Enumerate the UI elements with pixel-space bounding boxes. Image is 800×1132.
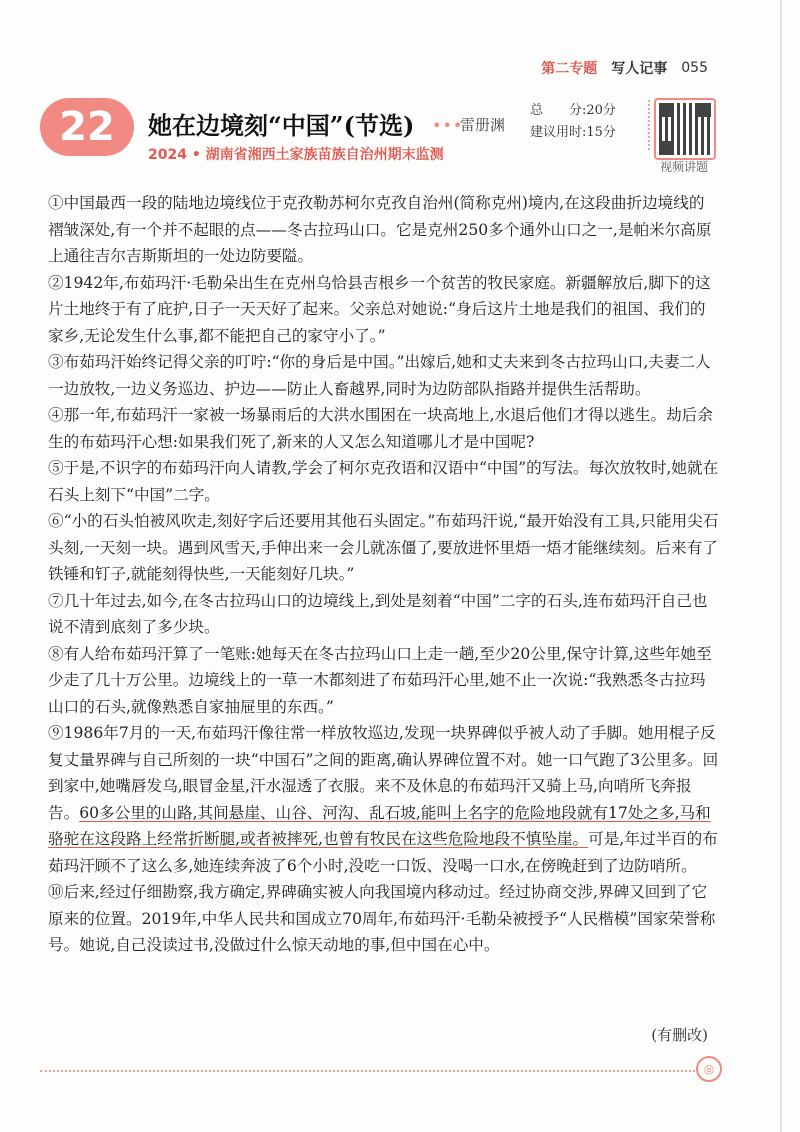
paragraph-3: ③布茹玛汗始终记得父亲的叮咛:“你的身后是中国。”出嫁后,她和丈夫来到冬古拉玛山口,夫妻二人一边放牧,一边义务巡边、护边——防止人畜越界,同时为边防部队指路并提供生活帮助。 (48, 353, 711, 398)
page-number: 055 (681, 60, 708, 76)
qr-code-icon[interactable] (654, 98, 716, 160)
section-label: 第二专题 (541, 61, 598, 77)
bottom-divider (40, 1070, 695, 1072)
paragraph-9-part-2: 可是,年过半百的布茹玛汗顾不了这么多,她连续奔波了6个小时,没吃一口饭、没喝一口水,在傍晚赶到了边防哨所。 (48, 830, 718, 875)
paragraph-8: ⑧有人给布茹玛汗算了一笔账:她每天在冬古拉玛山口上走一趟,至少20公里,保守计算,这些年她至少走了几十万公里。边境线上的一草一木都刻进了布茹玛汗心里,她不止一次说:“我熟悉冬古拉玛山口的石头,就像熟悉自家抽屉里的东西。” (48, 644, 712, 716)
source-note: (有删改) (651, 1026, 708, 1044)
seal-icon: ◎ (696, 1056, 722, 1082)
paragraph-9-part-1: ⑨1986年7月的一天,布茹玛汗像往常一样放牧巡边,发现一块界碑似乎被人动了手脚。她用棍子反复丈量界碑与自己所刻的一块“中国石”之间的距离,确认界碑位置不对。她一口气跑了3公里多。回到家中,她嘴唇发乌,眼冒金星,汗水湿透了衣服。来不及休息的布茹玛汗又骑上马,向哨所飞奔报告。 (48, 724, 719, 822)
paragraph-6: ⑥“小的石头怕被风吹走,刻好字后还要用其他石头固定。”布茹玛汗说,“最开始没有工具,只能用尖石头刻,一天刻一块。遇到风雪天,手伸出来一会儿就冻僵了,要放进怀里焐一焐才能继续刻。后来有了铁锤和钉子,就能刻得快些,一天能刻好几块。” (48, 512, 719, 583)
exam-source: 2024 • 湖南省湘西土家族苗族自治州期末监测 (148, 147, 444, 163)
lesson-number-badge: 22 (40, 98, 134, 156)
page-header (541, 58, 708, 78)
underlined-sentence: 60多公里的山路,其间悬崖、山谷、河沟、乱石坡,能叫上名字的危险地段就有17处之多,马和骆驼在这段路上经常折断腿,或者被摔死,也曾有牧民在这些危险地段不慎坠崖。 (48, 803, 711, 848)
lesson-banner (40, 96, 510, 164)
total-score: 总 分:20分 (530, 103, 616, 118)
paragraph-4: ④那一年,布茹玛汗一家被一场暴雨后的大洪水围困在一块高地上,水退后他们才得以逃生。劫后余生的布茹玛汗心想:如果我们死了,新来的人又怎么知道哪儿才是中国呢? (48, 406, 713, 451)
paragraph-9 (48, 720, 720, 879)
paragraph-10: ⑩后来,经过仔细勘察,我方确定,界碑确实被人向我国境内移动过。经过协商交涉,界碑又回到了它原来的位置。2019年,中华人民共和国成立70周年,布茹玛汗·毛勒朵被授予“人民楷模”国家荣誉称号。她说,自己没读过书,没做过什么惊天动地的事,但中国在心中。 (48, 883, 716, 954)
dots-decoration-icon: ••• (432, 116, 464, 135)
suggested-time: 建议用时:15分 (530, 125, 616, 140)
score-info (530, 100, 650, 150)
paragraph-7: ⑦几十年过去,如今,在冬古拉玛山口的边境线上,到处是刻着“中国”二字的石头,连布茹玛汗自己也说不清到底刻了多少块。 (48, 591, 708, 636)
page-edge (780, 0, 782, 1132)
topic-label: 写人记事 (611, 61, 668, 77)
author-name: 雷册渊 (460, 116, 506, 134)
paragraph-2: ②1942年,布茹玛汗·毛勒朵出生在克州乌恰县吉根乡一个贫苦的牧民家庭。新疆解放后,脚下的这片土地终于有了庇护,日子一天天好了起来。父亲总对她说:“身后这片土地是我们的祖国、我们的家乡,无论发生什么事,都不能把自己的家守小了。” (48, 273, 711, 345)
qr-label: 视频讲题 (659, 160, 708, 174)
paragraph-5: ⑤于是,不识字的布茹玛汗向人请教,学会了柯尔克孜语和汉语中“中国”的写法。每次放牧时,她就在石头上刻下“中国”二字。 (48, 459, 719, 504)
lesson-title: 她在边境刻“中国”(节选) (148, 111, 415, 140)
article-body (48, 190, 720, 959)
paragraph-1: ①中国最西一段的陆地边境线位于克孜勒苏柯尔克孜自治州(简称克州)境内,在这段曲折边境线的褶皱深处,有一个并不起眼的点——冬古拉玛山口。它是克州250多个通外山口之一,是帕米尔高原上通往吉尔吉斯斯坦的一处边防要隘。 (48, 194, 712, 265)
